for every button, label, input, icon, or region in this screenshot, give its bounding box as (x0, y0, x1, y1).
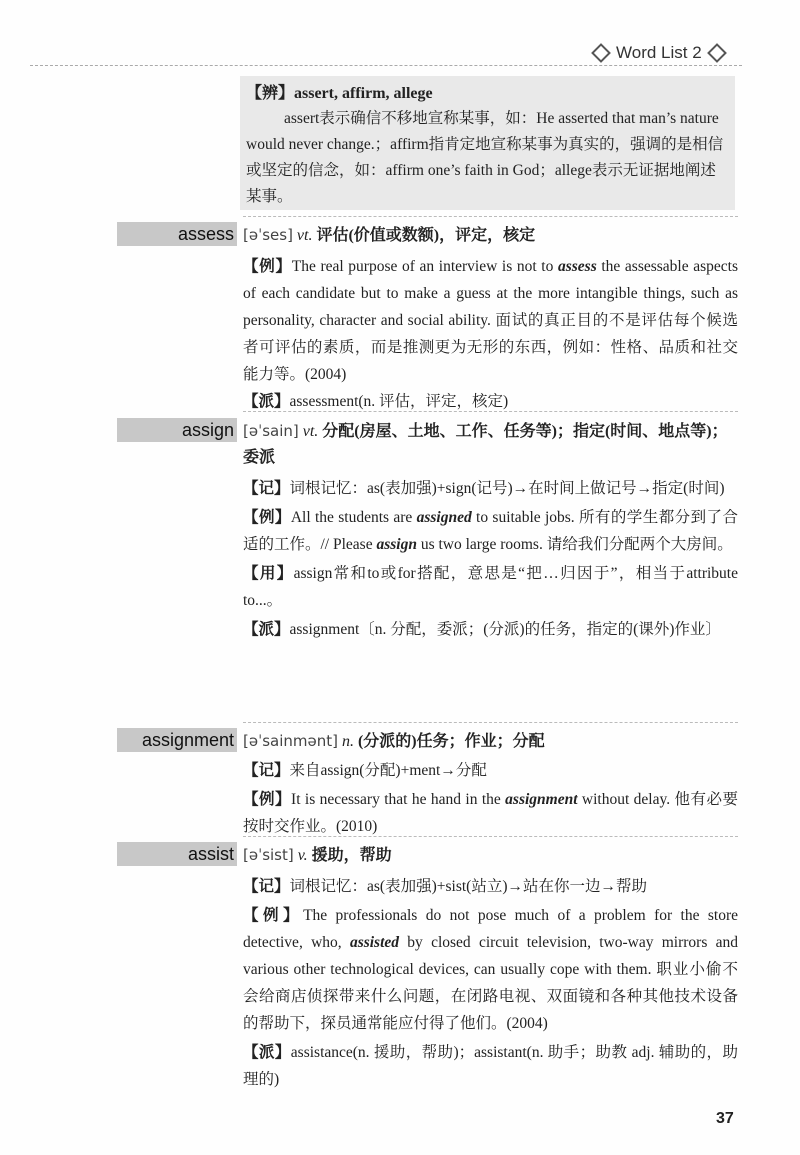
example-text: the assessable aspects of each candidate but to make a guess at the more intangible things, such as personality, character and social ability. 面试的真正目的不是评估每个候选者可评估的素质，而是推测更为无形的东西，例如：性格、品质和社交能力等。(2004) (243, 258, 738, 383)
example-tag: 【例】 (243, 509, 291, 526)
definition-line (243, 222, 738, 249)
highlight-word: assign (376, 536, 417, 553)
distinction-title: 【辨】assert, affirm, allege (246, 85, 433, 102)
memory-tag: 【记】 (243, 480, 290, 497)
usage-tag: 【用】 (243, 565, 294, 582)
phonetic: [əˈsain] (243, 422, 299, 440)
entry-divider (243, 722, 738, 723)
example-text: It is necessary that he hand in the (291, 791, 506, 808)
phonetic: [əˈsist] (243, 846, 294, 864)
definition-line (243, 842, 738, 869)
definition: 援助，帮助 (311, 847, 392, 864)
definition: 评估(价值或数额)，评定，核定 (316, 227, 536, 244)
derived-text: assistance(n. 援助，帮助)；assistant(n. 助手；助教 adj. 辅助的，助理的) (243, 1044, 738, 1088)
distinction-text: assert表示确信不移地宣称某事，如：He asserted that man’s nature would never change.；affirm指肯定地宣称某事为真实的，强调的是相信或坚定的信念，如：affirm one’s faith in God；allege表示无证据地阐述某事。 (246, 110, 724, 205)
usage-text: assign常和to或for搭配，意思是“把…归因于”，相当于attribute to...。 (243, 565, 738, 609)
example (243, 504, 738, 558)
example-text: All the students are (290, 509, 417, 526)
example-text: to suitable jobs. 所有的学生都分到了合适的工作。// Please (243, 509, 738, 553)
highlight-word: assisted (349, 934, 400, 951)
example-text: The real purpose of an interview is not to (291, 258, 558, 275)
example-tag: 【例】 (243, 258, 292, 275)
example-tag: 【例】 (243, 907, 304, 924)
definition: 分配(房屋、土地、工作、任务等)；指定(时间、地点等)；委派 (243, 423, 728, 466)
example-tag: 【例】 (243, 791, 292, 808)
memory-text: 来自assign(分配)+ment→分配 (289, 762, 487, 779)
running-header (590, 40, 750, 66)
example (243, 786, 738, 840)
memory (243, 475, 738, 502)
headword: assess (117, 222, 237, 246)
entry-divider (243, 216, 738, 217)
part-of-speech: n. (341, 733, 354, 750)
example-text: without delay. 他有必要按时交作业。(2010) (243, 791, 738, 835)
derived (243, 1039, 738, 1093)
derived-tag: 【派】 (243, 621, 290, 638)
definition: (分派的)任务；作业；分配 (357, 733, 545, 750)
memory-tag: 【记】 (243, 878, 290, 895)
headword: assignment (117, 728, 237, 752)
example-text: by closed circuit television, two-way mirrors and various other technological devices, can usually cope with them. 职业小偷不会给商店侦探带来什么问题，在闭路电视、双面镜和各种其他技术设备的帮助下，探员通常能应付得了他们。(2004) (243, 934, 739, 1032)
example (243, 253, 738, 388)
diamond-ornament-icon (707, 43, 727, 63)
example-text: The professionals do not pose much of a problem for the store detective, who, (243, 907, 738, 951)
memory-tag: 【记】 (243, 762, 290, 779)
part-of-speech: v. (297, 847, 308, 864)
highlight-word: assignment (505, 791, 578, 808)
highlight-word: assigned (416, 509, 472, 526)
phonetic: [əˈsainmənt] (243, 732, 338, 750)
headword: assist (117, 842, 237, 866)
memory-text: 词根记忆：as(表加强)+sist(站立)→站在你一边→帮助 (289, 878, 647, 895)
header-title: Word List 2 (616, 43, 702, 62)
memory-text: 词根记忆：as(表加强)+sign(记号)→在时间上做记号→指定(时间) (289, 480, 725, 497)
derived-tag: 【派】 (243, 1044, 291, 1061)
entry-divider (243, 836, 738, 837)
example (243, 902, 738, 1037)
usage (243, 560, 738, 614)
distinction-box (240, 76, 735, 210)
definition-line (243, 418, 738, 471)
part-of-speech: vt. (302, 423, 319, 440)
derived-text: assignment〔n. 分配，委派；(分派)的任务，指定的(课外)作业〕 (289, 621, 721, 638)
derived-tag: 【派】 (243, 393, 290, 410)
derived-text: assessment(n. 评估，评定，核定) (289, 393, 509, 410)
memory (243, 757, 738, 784)
derived (243, 616, 738, 643)
part-of-speech: vt. (296, 227, 313, 244)
headword: assign (117, 418, 237, 442)
example-text: us two large rooms. 请给我们分配两个大房间。 (416, 536, 733, 553)
diamond-ornament-icon (591, 43, 611, 63)
definition-line (243, 728, 738, 755)
header-rule (30, 65, 742, 66)
page-number: 37 (716, 1110, 734, 1127)
memory (243, 873, 738, 900)
phonetic: [əˈses] (243, 226, 293, 244)
entry-divider (243, 411, 738, 412)
highlight-word: assess (557, 258, 597, 275)
